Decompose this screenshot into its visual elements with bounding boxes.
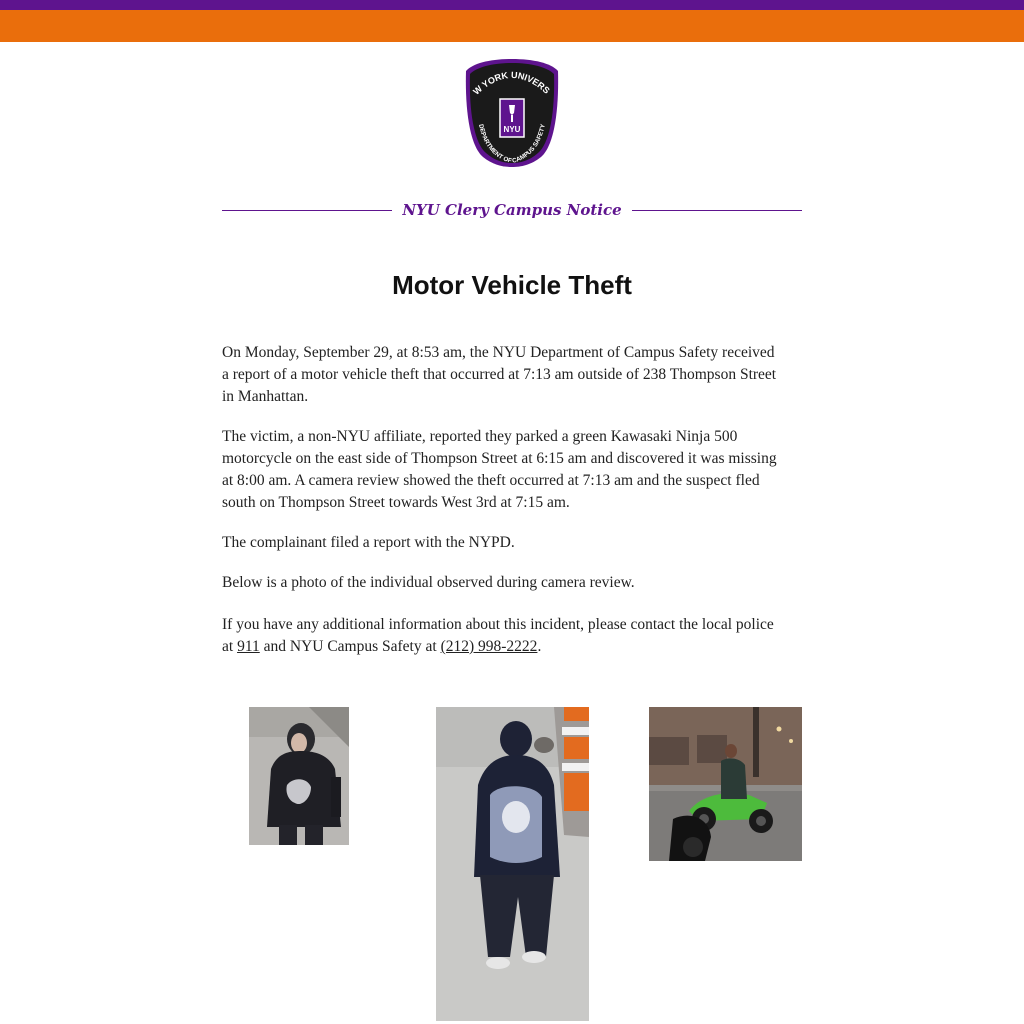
svg-text:NEW YORK UNIVERSITY: W YORK UNIVERS <box>471 69 552 97</box>
svg-text:NYU: NYU <box>503 125 521 134</box>
suspect-on-motorcycle-photo <box>649 707 802 861</box>
campus-safety-seal <box>463 57 561 169</box>
paragraph-incident-report: On Monday, September 29, at 8:53 am, the NYU Department of Campus Safety received a report of a motor vehicle theft that occurred at 7:13 am outside of 238 Thompson Street in Manhattan. <box>222 344 777 405</box>
page-title: Motor Vehicle Theft <box>392 270 632 300</box>
campus-safety-phone-link[interactable]: (212) 998-2222 <box>440 638 538 655</box>
header-orange-bar <box>0 10 1024 42</box>
notice-divider-left <box>222 210 392 211</box>
suspect-front-photo <box>249 707 349 845</box>
paragraph-photo-intro: Below is a photo of the individual observed during camera review. <box>222 574 635 591</box>
suspect-back-photo <box>436 707 589 1021</box>
notice-divider-right <box>632 210 802 211</box>
header-purple-bar <box>0 0 1024 10</box>
paragraph-incident-details: The victim, a non-NYU affiliate, reported they parked a green Kawasaki Ninja 500 motorcycle on the east side of Thompson Street at 6:15 am and discovered it was missing at 8:00 am. A camera review showed the theft occurred at 7:13 am and the suspect fled south on Thompson Street towards West 3rd at 7:15 am. <box>222 428 777 511</box>
paragraph-contact-info: If you have any additional information about this incident, please contact the local police at 911 and NYU Campus Safety at (212) 998-2222. <box>222 616 774 655</box>
notice-label: NYU Clery Campus Notice <box>402 201 622 219</box>
police-phone-link[interactable]: 911 <box>237 638 260 655</box>
svg-text:DEPARTMENT OF CAMPUS SAFETY: DEPARTMENT OF CAMPUS SAFETY <box>477 123 547 166</box>
paragraph-nypd-report: The complainant filed a report with the NYPD. <box>222 534 515 551</box>
